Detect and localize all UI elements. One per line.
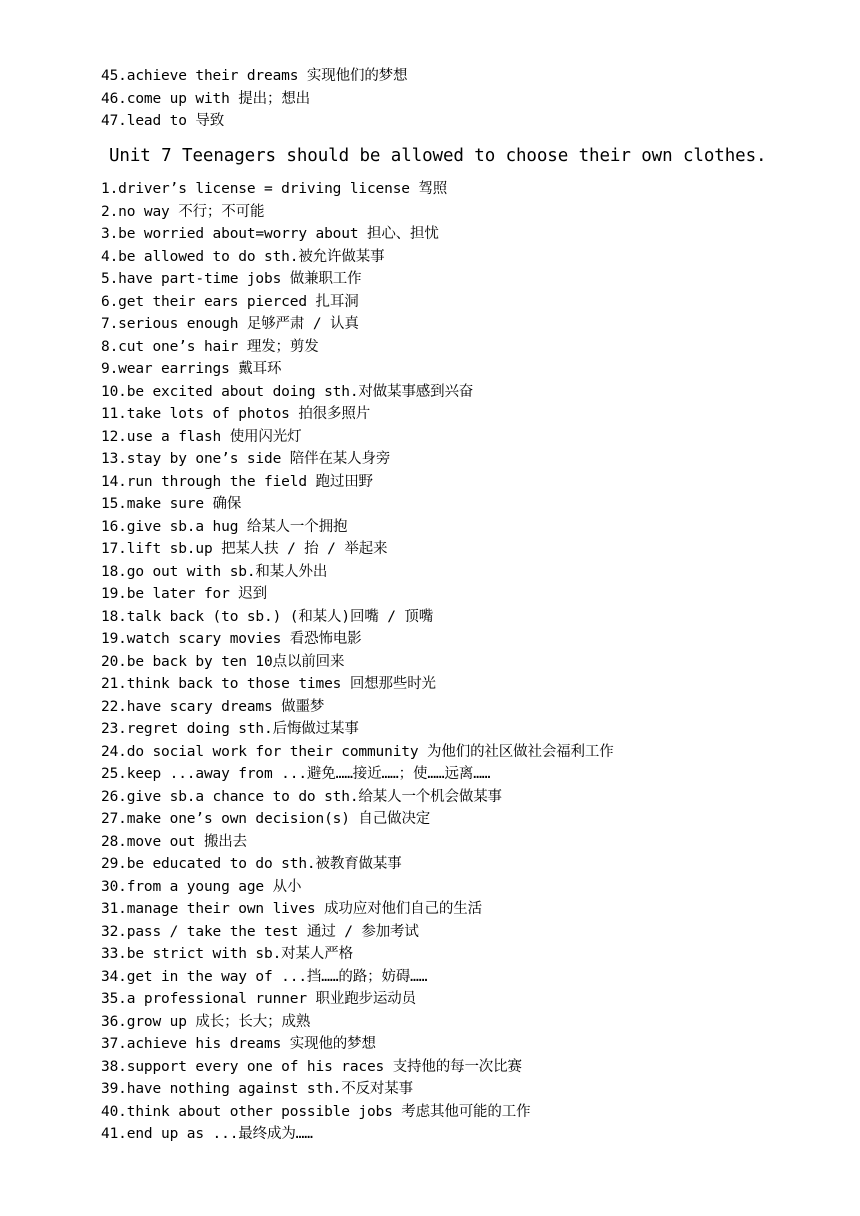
list-item: 28.move out 搬出去: [101, 833, 248, 850]
list-item: 17.lift sb.up 把某人扶 / 抬 / 举起来: [101, 541, 388, 557]
list-item: 19.watch scary movies 看恐怖电影: [101, 631, 362, 647]
list-item: 16.give sb.a hug 给某人一个拥抱: [101, 518, 348, 535]
list-item: 24.do social work for their community 为他们的社区做社会福利工作: [101, 743, 614, 760]
unit-title: Unit 7 Teenagers should be allowed to choose their own clothes.: [109, 146, 767, 166]
list-item: 11.take lots of photos 拍很多照片: [101, 406, 371, 422]
list-item: 27.make one’s own decision(s) 自己做决定: [101, 811, 431, 827]
list-item: 39.have nothing against sth.不反对某事: [101, 1081, 413, 1097]
list-item: 35.a professional runner 职业跑步运动员: [101, 991, 416, 1007]
list-item: 32.pass / take the test 通过 / 参加考试: [101, 923, 419, 940]
list-item: 18.go out with sb.和某人外出: [101, 563, 328, 580]
list-item: 47.lead to 导致: [101, 113, 225, 129]
previous-unit-list: [101, 65, 841, 133]
list-item: 33.be strict with sb.对某人严格: [101, 946, 353, 962]
list-item: 38.support every one of his races 支持他的每一次比赛: [101, 1058, 522, 1075]
phrase-list: [101, 178, 841, 1146]
list-item: 15.make sure 确保: [101, 496, 242, 512]
list-item: 23.regret doing sth.后悔做过某事: [101, 721, 359, 737]
list-item: 26.give sb.a chance to do sth.给某人一个机会做某事: [101, 788, 502, 805]
list-item: 37.achieve his dreams 实现他的梦想: [101, 1036, 376, 1052]
list-item: 13.stay by one’s side 陪伴在某人身旁: [101, 451, 391, 467]
list-item: 10.be excited about doing sth.对做某事感到兴奋: [101, 383, 474, 400]
list-item: 31.manage their own lives 成功应对他们自己的生活: [101, 901, 482, 917]
list-item: 5.have part-time jobs 做兼职工作: [101, 271, 362, 287]
list-item: 36.grow up 成长；长大；成熟: [101, 1013, 311, 1030]
list-item: 14.run through the field 跑过田野: [101, 473, 373, 490]
list-item: 4.be allowed to do sth.被允许做某事: [101, 248, 385, 265]
list-item: 6.get their ears pierced 扎耳洞: [101, 293, 359, 310]
list-item: 30.from a young age 从小: [101, 878, 302, 895]
list-item: 25.keep ...away from ...避免……接近……；使……远离……: [101, 766, 491, 782]
list-item: 46.come up with 提出；想出: [101, 90, 311, 107]
list-item: 8.cut one’s hair 理发；剪发: [101, 338, 319, 355]
list-item: 21.think back to those times 回想那些时光: [101, 676, 436, 692]
list-item: 7.serious enough 足够严肃 / 认真: [101, 316, 359, 332]
list-item: 2.no way 不行；不可能: [101, 203, 265, 220]
list-item: 20.be back by ten 10点以前回来: [101, 653, 345, 670]
list-item: 40.think about other possible jobs 考虑其他可能的工作: [101, 1103, 531, 1120]
list-item: 12.use a flash 使用闪光灯: [101, 428, 302, 445]
list-item: 19.be later for 迟到: [101, 586, 267, 602]
list-item: 22.have scary dreams 做噩梦: [101, 698, 325, 715]
list-item: 34.get in the way of ...挡……的路；妨碍……: [101, 968, 428, 985]
list-item: 45.achieve their dreams 实现他们的梦想: [101, 68, 408, 84]
list-item: 29.be educated to do sth.被教育做某事: [101, 856, 402, 872]
list-item: 41.end up as ...最终成为……: [101, 1126, 313, 1142]
list-item: 3.be worried about=worry about 担心、担忧: [101, 226, 439, 242]
list-item: 1.driver’s license = driving license 驾照: [101, 181, 448, 197]
list-item: 9.wear earrings 戴耳环: [101, 361, 282, 377]
list-item: 18.talk back (to sb.) (和某人)回嘴 / 顶嘴: [101, 608, 434, 625]
